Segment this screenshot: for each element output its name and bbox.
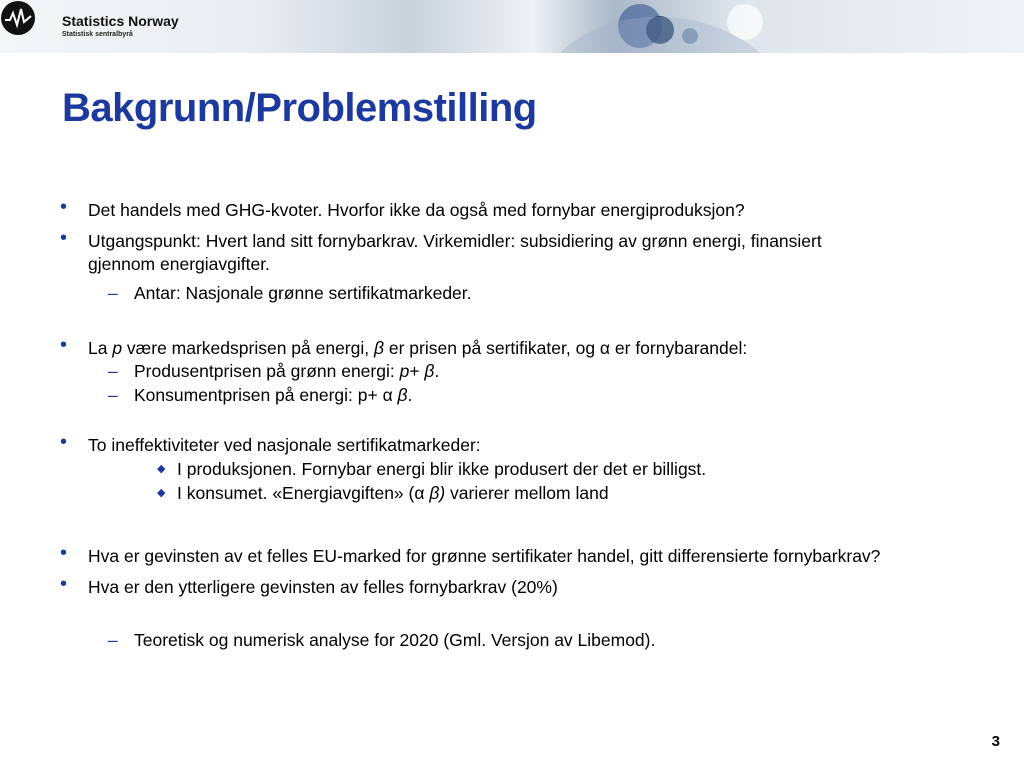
- bullet-3-subitem-2: Konsumentprisen på energi: p+ α β.: [134, 385, 413, 405]
- bullet-4-text: To ineffektiviteter ved nasjonale sertifikatmarkeder:: [88, 435, 481, 455]
- bullet-2-text-line1: Utgangspunkt: Hvert land sitt fornybarkrav. Virkemidler: subsidiering av grønn energi, finansiert: [88, 231, 822, 251]
- dash-marker: –: [108, 385, 118, 405]
- dash-marker: –: [108, 283, 118, 303]
- bullet-marker: •: [60, 431, 68, 453]
- slide-title: Bakgrunn/Problemstilling: [62, 86, 537, 130]
- bullet-3-text: La p være markedsprisen på energi, β er prisen på sertifikater, og α er fornybarandel:: [88, 338, 748, 358]
- bullet-1-text: Det handels med GHG-kvoter. Hvorfor ikke da også med fornybar energiproduksjon?: [88, 200, 745, 220]
- bullet-2-subitem: Antar: Nasjonale grønne sertifikatmarkeder.: [134, 283, 472, 303]
- dash-marker: –: [108, 630, 118, 650]
- bullet-marker: •: [60, 227, 68, 249]
- statistics-norway-logo-icon: [0, 0, 36, 36]
- bullet-marker: •: [60, 542, 68, 564]
- header-banner: [0, 0, 1024, 53]
- bullet-marker: •: [60, 334, 68, 356]
- bullet-6-subitem: Teoretisk og numerisk analyse for 2020 (Gml. Versjon av Libemod).: [134, 630, 656, 650]
- bullet-4-subitem-1: I produksjonen. Fornybar energi blir ikke produsert der det er billigst.: [177, 459, 707, 479]
- bullet-4-subitem-2: I konsumet. «Energiavgiften» (α β) varierer mellom land: [177, 483, 609, 503]
- dash-marker: –: [108, 361, 118, 381]
- brand-subtitle: Statistisk sentralbyrå: [62, 31, 133, 38]
- diamond-bullet-icon: ◆: [157, 463, 166, 475]
- bullet-marker: •: [60, 573, 68, 595]
- bullet-2-text-line2: gjennom energiavgifter.: [88, 254, 270, 274]
- bullet-5-text: Hva er gevinsten av et felles EU-marked for grønne sertifikater handel, gitt differensierte fornybarkrav?: [88, 546, 881, 566]
- bullet-marker: •: [60, 196, 68, 218]
- page-number: 3: [991, 733, 1000, 750]
- diamond-bullet-icon: ◆: [157, 487, 166, 499]
- brand-name: Statistics Norway: [62, 13, 179, 29]
- bullet-3-subitem-1: Produsentprisen på grønn energi: p+ β.: [134, 361, 440, 381]
- bullet-6-text: Hva er den ytterligere gevinsten av felles fornybarkrav (20%): [88, 577, 558, 597]
